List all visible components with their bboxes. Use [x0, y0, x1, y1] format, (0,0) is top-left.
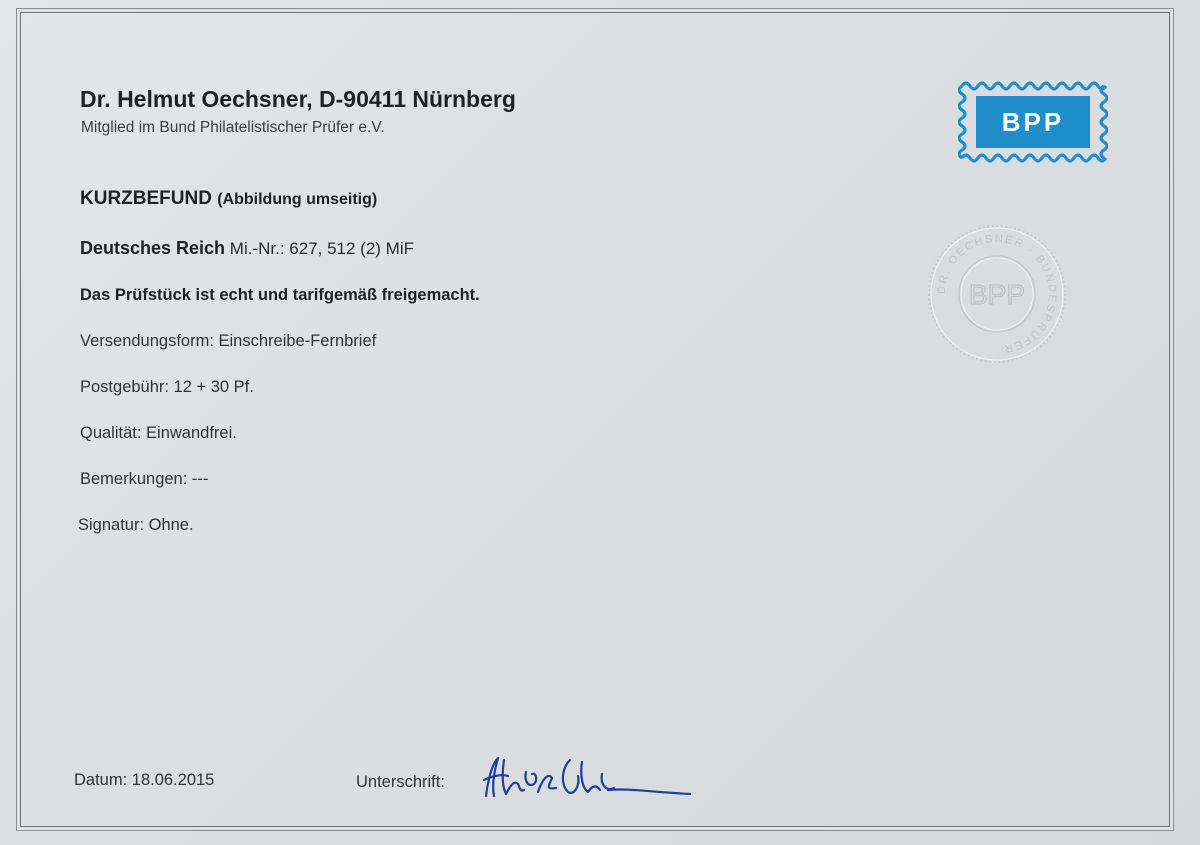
membership-line: Mitglied im Bund Philatelistischer Prüfer e.V. — [81, 119, 385, 136]
signature-mark: Signatur: Ohne. — [78, 516, 194, 534]
handwritten-signature-icon — [478, 750, 698, 806]
postage-fee: Postgebühr: 12 + 30 Pf. — [80, 378, 254, 396]
verdict-text: Das Prüfstück ist echt und tarifgemäß freigemacht. — [80, 286, 480, 304]
bpp-logo-text: BPP — [1001, 107, 1065, 137]
signature-label: Unterschrift: — [356, 773, 445, 791]
item-line — [80, 238, 414, 259]
report-title — [80, 188, 377, 210]
shipping-form: Versendungsform: Einschreibe-Fernbrief — [80, 332, 377, 350]
embossed-seal-icon — [924, 224, 1070, 364]
report-title-note: (Abbildung umseitig) — [217, 191, 378, 208]
date-field: Datum: 18.06.2015 — [74, 771, 215, 789]
remarks: Bemerkungen: --- — [80, 470, 209, 488]
bpp-logo-icon — [958, 80, 1108, 164]
item-catalog: Mi.-Nr.: 627, 512 (2) MiF — [229, 239, 415, 258]
examiner-name: Dr. Helmut Oechsner, D-90411 Nürnberg — [80, 86, 516, 112]
item-country: Deutsches Reich — [80, 238, 226, 258]
seal-center-text: BPP — [968, 279, 1026, 310]
seal-ring-text: DR. OECHSNER · BUNDESPRÜFER — [935, 232, 1059, 355]
quality: Qualität: Einwandfrei. — [80, 424, 237, 442]
report-title-main: KURZBEFUND — [80, 188, 212, 209]
